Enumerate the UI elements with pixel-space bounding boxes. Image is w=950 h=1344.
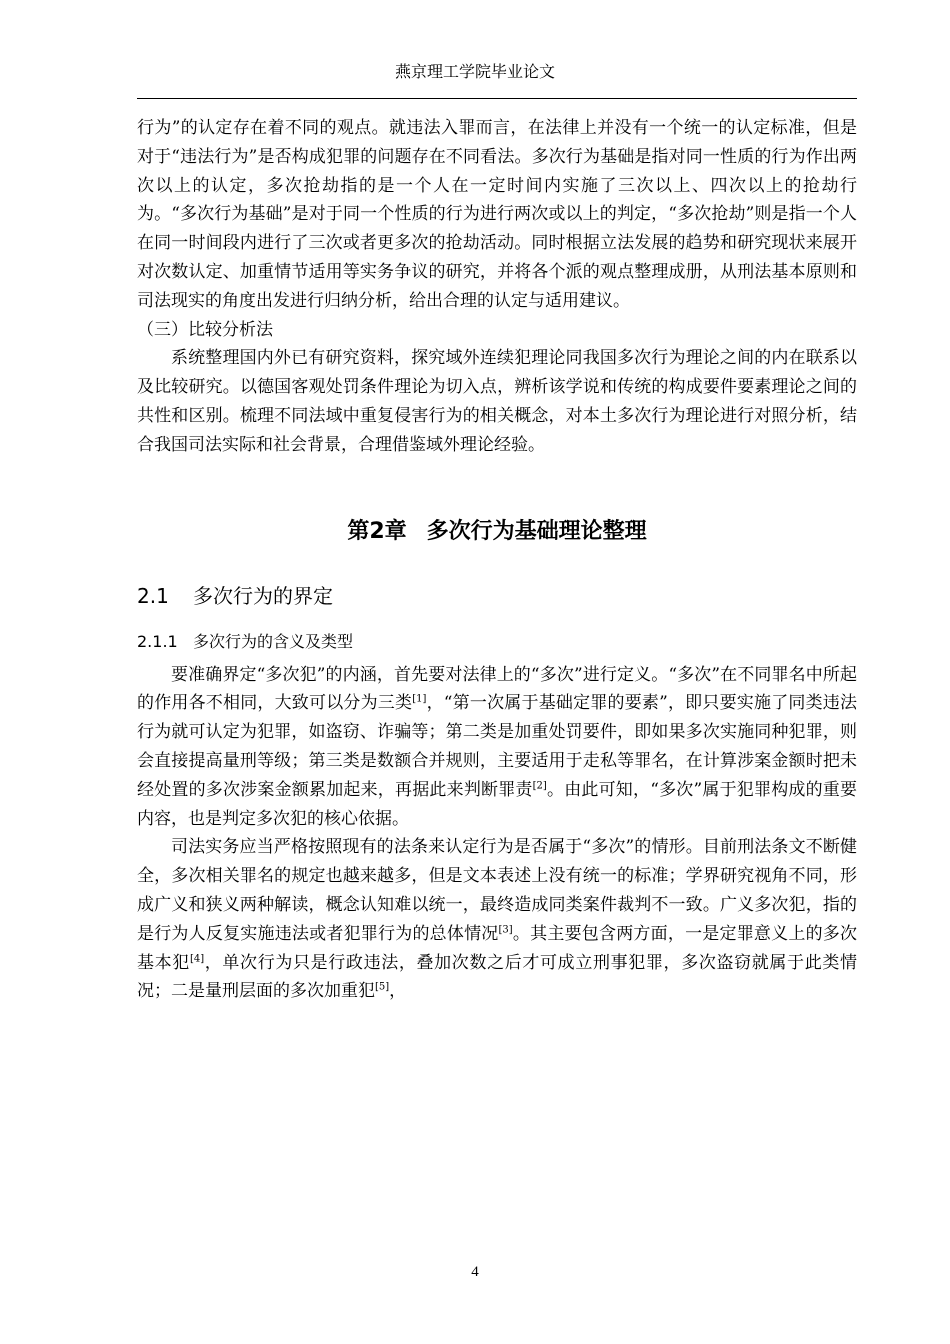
chapter-title (137, 515, 857, 549)
page-body (137, 114, 857, 1006)
method-paragraph: 系统整理国内外已有研究资料，探究域外连续犯理论同我国多次行为理论之间的内在联系以及比较研究。以德国客观处罚条件理论为切入点，辨析该学说和传统的构成要件要素理论之间的共性和区别。梳理不同法域中重复侵害行为的相关概念，对本土多次行为理论进行对照分析，结合我国司法实际和社会背景，合理借鉴域外理论经验。 (137, 348, 857, 455)
body-paragraph-2 (137, 833, 857, 1006)
body-paragraph-1 (137, 661, 857, 834)
page-number: 4 (471, 1264, 479, 1280)
page-header: 燕京理工学院毕业论文 (394, 64, 555, 81)
chapter-name: 多次行为基础理论整理 (426, 518, 647, 544)
paragraph-text: ，单次行为只是行政违法，叠加次数之后才可成立刑事犯罪，多次盗窃就属于此类情况；二是量刑层面的多次加重犯 (137, 952, 857, 1002)
citation-ref: [4] (189, 952, 205, 964)
intro-paragraph: 行为”的认定存在着不同的观点。就违法入罪而言，在法律上并没有一个统一的认定标准，但是对于“违法行为”是否构成犯罪的问题存在不同看法。多次行为基础是指对同一性质的行为作出两次以上的认定，多次抢劫指的是一个人在一定时间内实施了三次以上、四次以上的抢劫行为。“多次行为基础”是对于同一个性质的行为进行两次或以上的判定，“多次抢劫”则是指一个人在同一时间段内进行了三次或者更多次的抢劫活动。同时根据立法发展的趋势和研究现状来展开对次数认定、加重情节适用等实务争议的研究，并将各个派的观点整理成册，从刑法基本原则和司法现实的角度出发进行归纳分析，给出合理的认定与适用建议。 (137, 118, 857, 311)
section-number: 2.1 (137, 583, 169, 608)
subsection-number: 2.1.1 (137, 631, 178, 651)
paragraph-text: ，“第一次属于基础定罪的要素”，即只要实施了同类违法行为就可认定为犯罪，如盗窃、诈骗等；第二类是加重处罚要件，即如果多次实施同种犯罪，则会直接提高量刑等级；第三类是数额合并规则，主要适用于走私等罪名，在计算涉案金额时把未经处置的多次涉案金额累加起来，再据此来判断罪责 (137, 693, 857, 800)
citation-ref: [3] (498, 924, 513, 936)
citation-ref: [1] (412, 693, 427, 705)
chapter-number: 第2章 (347, 518, 407, 544)
paragraph-text: 要准确界定“多次犯”的内涵，首先要对法律上的“多次”进行定义。“多次”在不同罪名中所起的作用各不相同，大致可以分为三类 (137, 664, 857, 714)
paragraph-text: ， (389, 981, 407, 1002)
citation-ref: [2] (532, 780, 547, 792)
paragraph-text: 。其主要包含两方面，一是定罪意义上的多次基本犯 (137, 923, 858, 973)
subsection-name: 多次行为的含义及类型 (193, 631, 354, 651)
paragraph-text: 。由此可知，“多次”属于犯罪构成的重要内容，也是判定多次犯的核心依据。 (137, 779, 857, 829)
paragraph-text: 司法实务应当严格按照现有的法条来认定行为是否属于“多次”的情形。目前刑法条文不断健全，多次相关罪名的规定也越来越多，但是文本表述上没有统一的标准；学界研究视角不同，形成广义和狭义两种解读，概念认知难以统一，最终造成同类案件裁判不一致。广义多次犯，指的是行为人反复实施违法或者犯罪行为的总体情况 (137, 837, 857, 944)
header-divider (137, 98, 857, 99)
subsection-title (137, 629, 857, 655)
section-title (137, 581, 857, 611)
citation-ref: [5] (375, 981, 390, 993)
method-heading-comparative-analysis: （三）比较分析法 (137, 319, 273, 340)
section-name: 多次行为的界定 (193, 583, 333, 608)
